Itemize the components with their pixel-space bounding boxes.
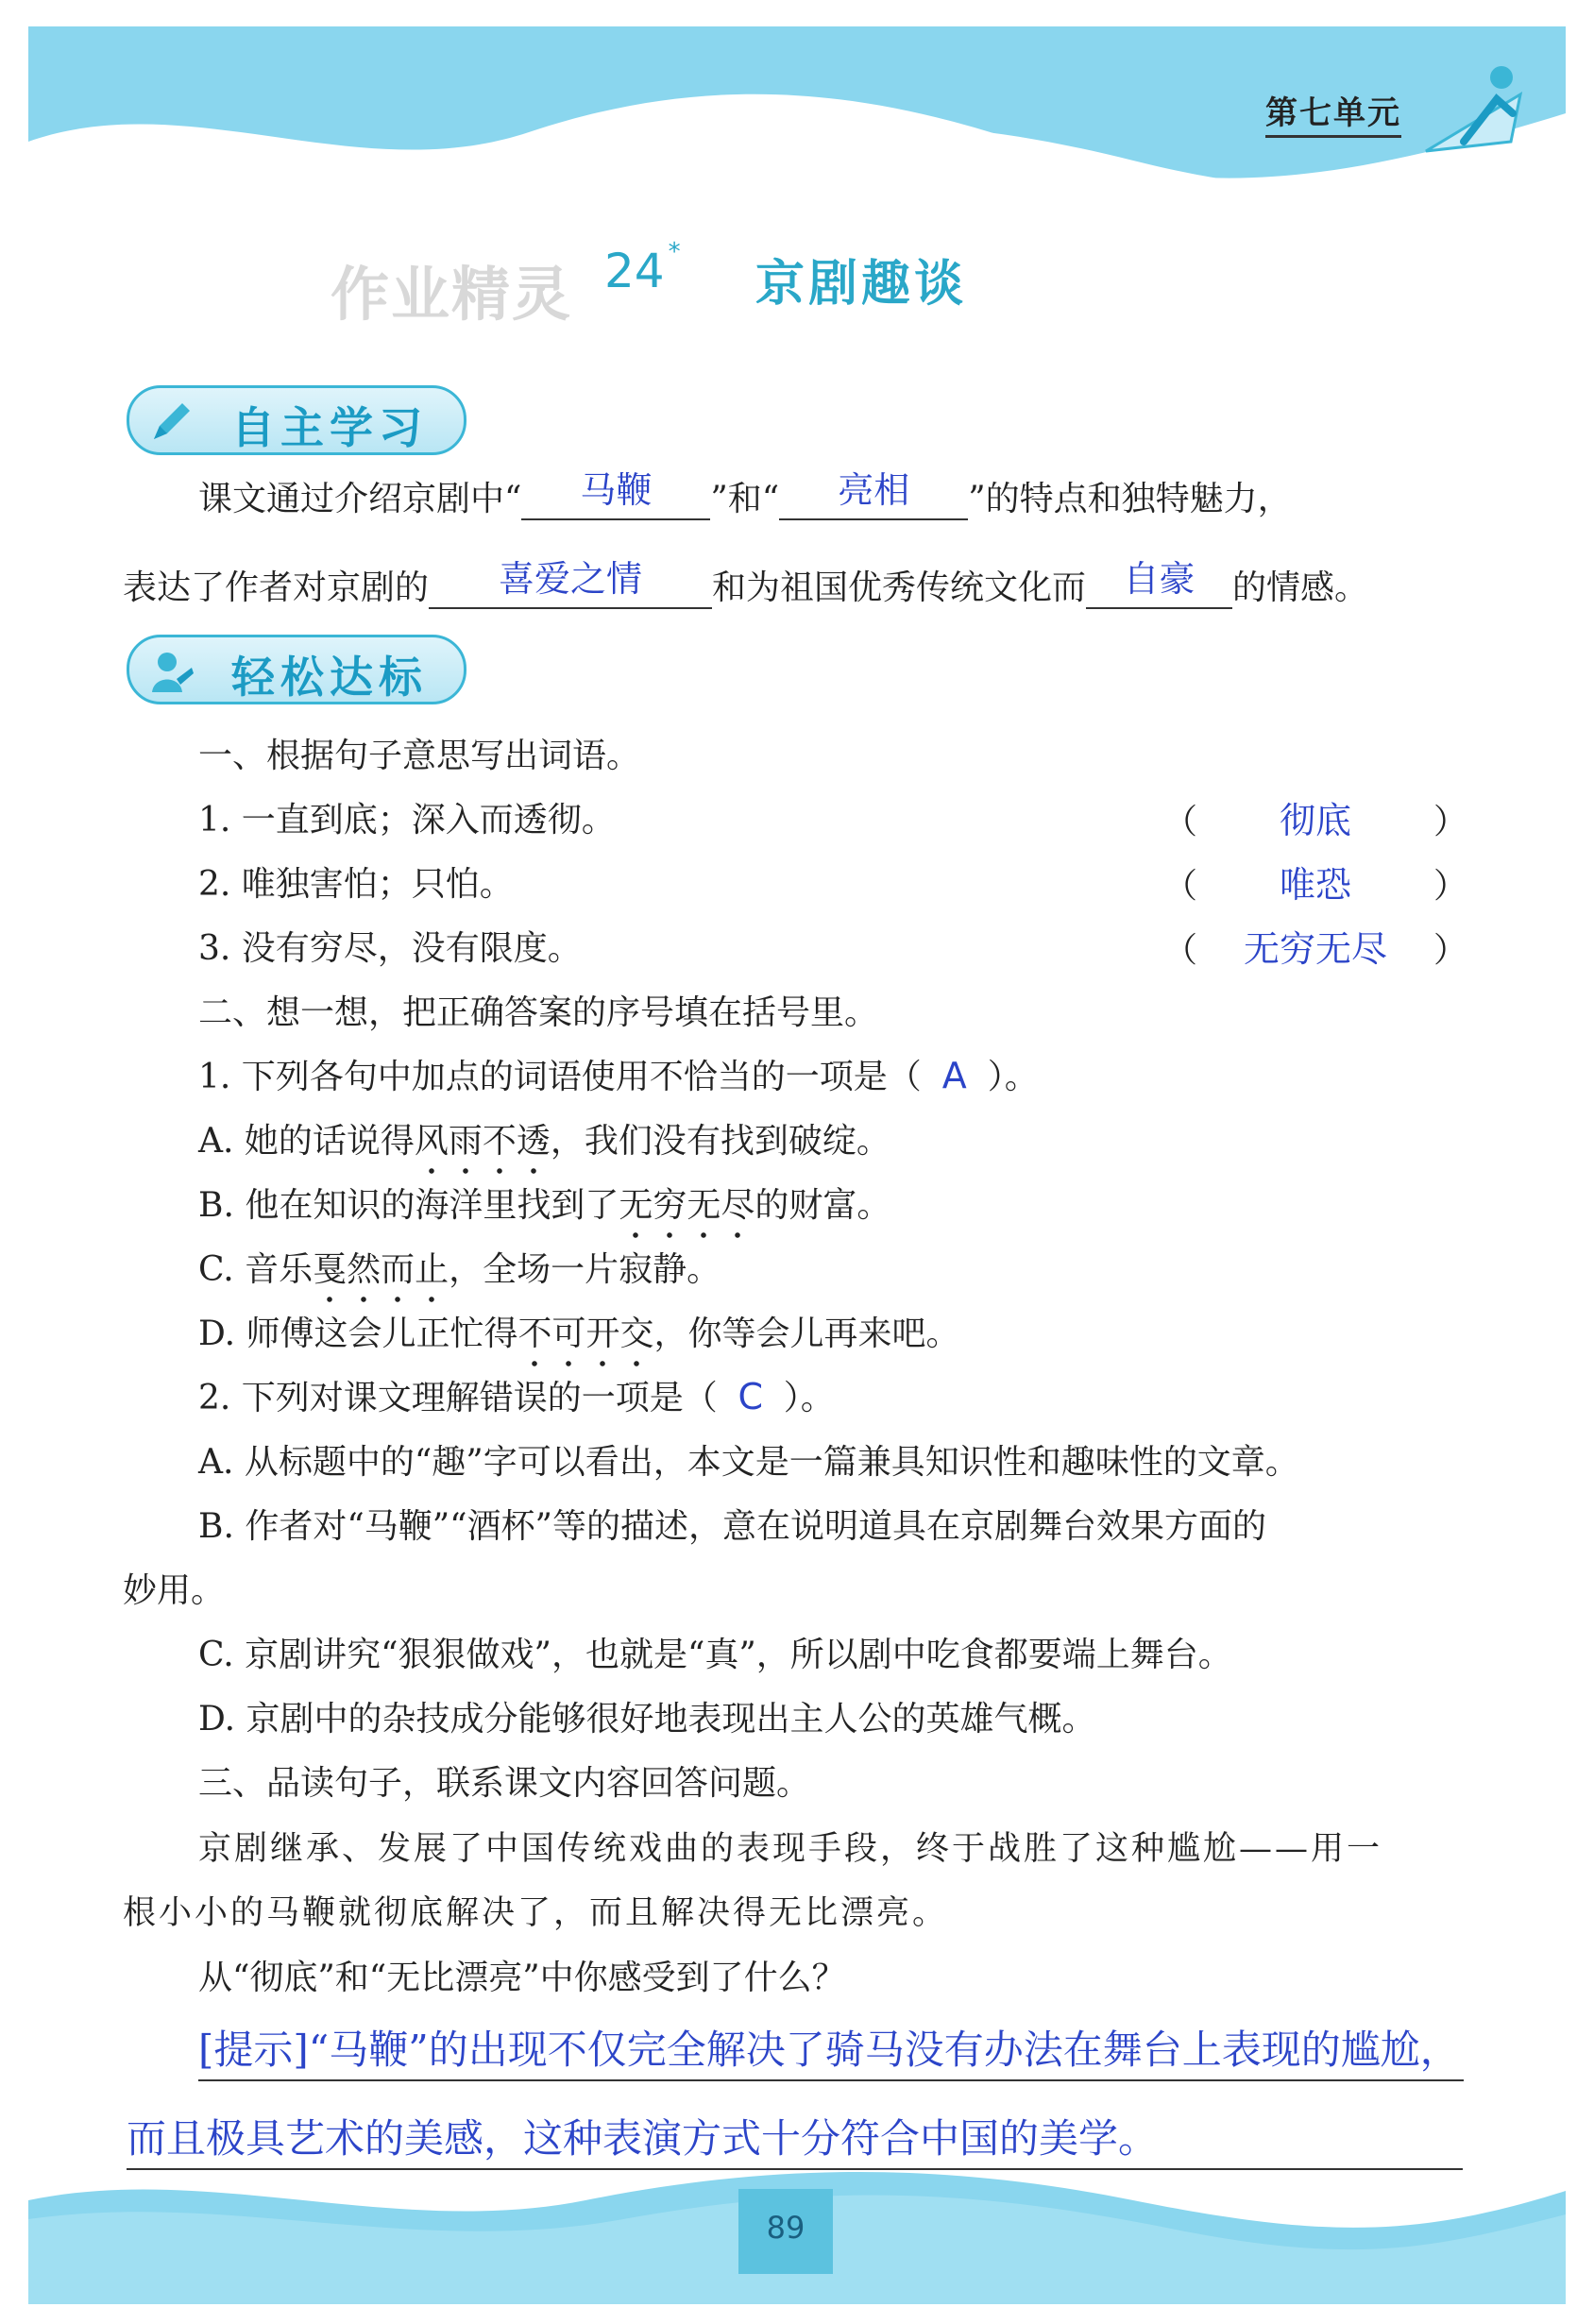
q3-title: 三、品读句子，联系课文内容回答问题。 — [198, 1764, 811, 1803]
blank-3: 喜爱之情 — [429, 569, 712, 609]
q2-title: 二、想一想，把正确答案的序号填在括号里。 — [198, 993, 879, 1032]
q1-item-3: 3. 没有穷尽，没有限度。 — [198, 929, 582, 968]
summary-line-1: 课文通过介绍京剧中“ 马鞭 ”和“ 亮相 ”的特点和独特魅力， — [198, 469, 1292, 518]
q1-item-2: 2. 唯独害怕；只怕。 — [198, 865, 514, 904]
q1-answer-3: （ 无穷无尽 ） — [1163, 928, 1468, 970]
q1-item-1: 1. 一直到底；深入而透彻。 — [198, 801, 616, 840]
blank-4: 自豪 — [1086, 569, 1232, 609]
q2-s1-stem: 1. 下列各句中加点的词语使用不恰当的一项是（ A ）。 — [198, 1055, 1039, 1096]
lesson-number: 24 * — [604, 238, 681, 298]
blank-1: 马鞭 — [521, 481, 710, 520]
q3-quote-line1: 京剧继承、发展了中国传统戏曲的表现手段，终于战胜了这种尴尬——用一 — [198, 1830, 1383, 1868]
page-number: 89 — [766, 2210, 805, 2246]
blank-2: 亮相 — [779, 481, 968, 520]
runner-logo-icon — [1407, 57, 1539, 170]
lesson-title: 京剧趣谈 — [755, 256, 968, 313]
q3-question: 从“彻底”和“无比漂亮”中你感受到了什么？ — [198, 1959, 846, 1997]
q2-s1-option-a: A. 她的话说得风雨不透，我们没有找到破绽。 — [198, 1114, 890, 1162]
q2-s2-option-a: A. 从标题中的“趣”字可以看出，本文是一篇兼具知识性和趣味性的文章。 — [198, 1443, 1299, 1482]
section-tag-practice — [127, 635, 466, 704]
q2-s2-option-b-line2: 妙用。 — [123, 1571, 226, 1610]
section-tag-label: 轻松达标 — [231, 652, 428, 703]
q3-quote-line2: 根小小的马鞭就彻底解决了，而且解决得无比漂亮。 — [123, 1894, 949, 1932]
summary-line-2: 表达了作者对京剧的 喜爱之情 和为祖国优秀传统文化而 自豪 的情感。 — [123, 558, 1369, 607]
q1-title: 一、根据句子意思写出词语。 — [198, 737, 641, 775]
pencil-icon — [146, 398, 195, 447]
q3-hint-line2: 而且极具艺术的美感，这种表演方式十分符合中国的美学。 — [127, 2115, 1159, 2162]
q2-s2-option-c: C. 京剧讲究“狠狠做戏”，也就是“真”，所以剧中吃食都要端上舞台。 — [198, 1636, 1232, 1674]
q1-answer-2: （ 唯恐 ） — [1163, 864, 1468, 906]
watermark: 作业精灵 — [331, 260, 573, 329]
q2-s1-option-b: B. 他在知识的海洋里找到了无穷无尽的财富。 — [198, 1179, 890, 1227]
q2-s2-option-b-line1: B. 作者对“马鞭”“酒杯”等的描述，意在说明道具在京剧舞台效果方面的 — [198, 1507, 1266, 1546]
q2-s2-stem: 2. 下列对课文理解错误的一项是（ C ）。 — [198, 1376, 835, 1417]
q2-s1-option-c: C. 音乐戛然而止，全场一片寂静。 — [198, 1243, 721, 1291]
q2-s1-option-d: D. 师傅这会儿正忙得不可开交，你等会儿再来吧。 — [198, 1307, 960, 1355]
answer-rule-1 — [198, 2079, 1464, 2081]
q3-hint-line1: [提示]“马鞭”的出现不仅完全解决了骑马没有办法在舞台上表现的尴尬， — [198, 2027, 1460, 2073]
student-icon — [146, 647, 195, 696]
unit-label: 第七单元 — [1265, 87, 1401, 138]
q2-s2-option-d: D. 京剧中的杂技成分能够很好地表现出主人公的英雄气概。 — [198, 1700, 1096, 1739]
section-tag-self-study — [127, 385, 466, 455]
q1-answer-1: （ 彻底 ） — [1163, 800, 1468, 841]
section-tag-label: 自主学习 — [231, 402, 428, 453]
